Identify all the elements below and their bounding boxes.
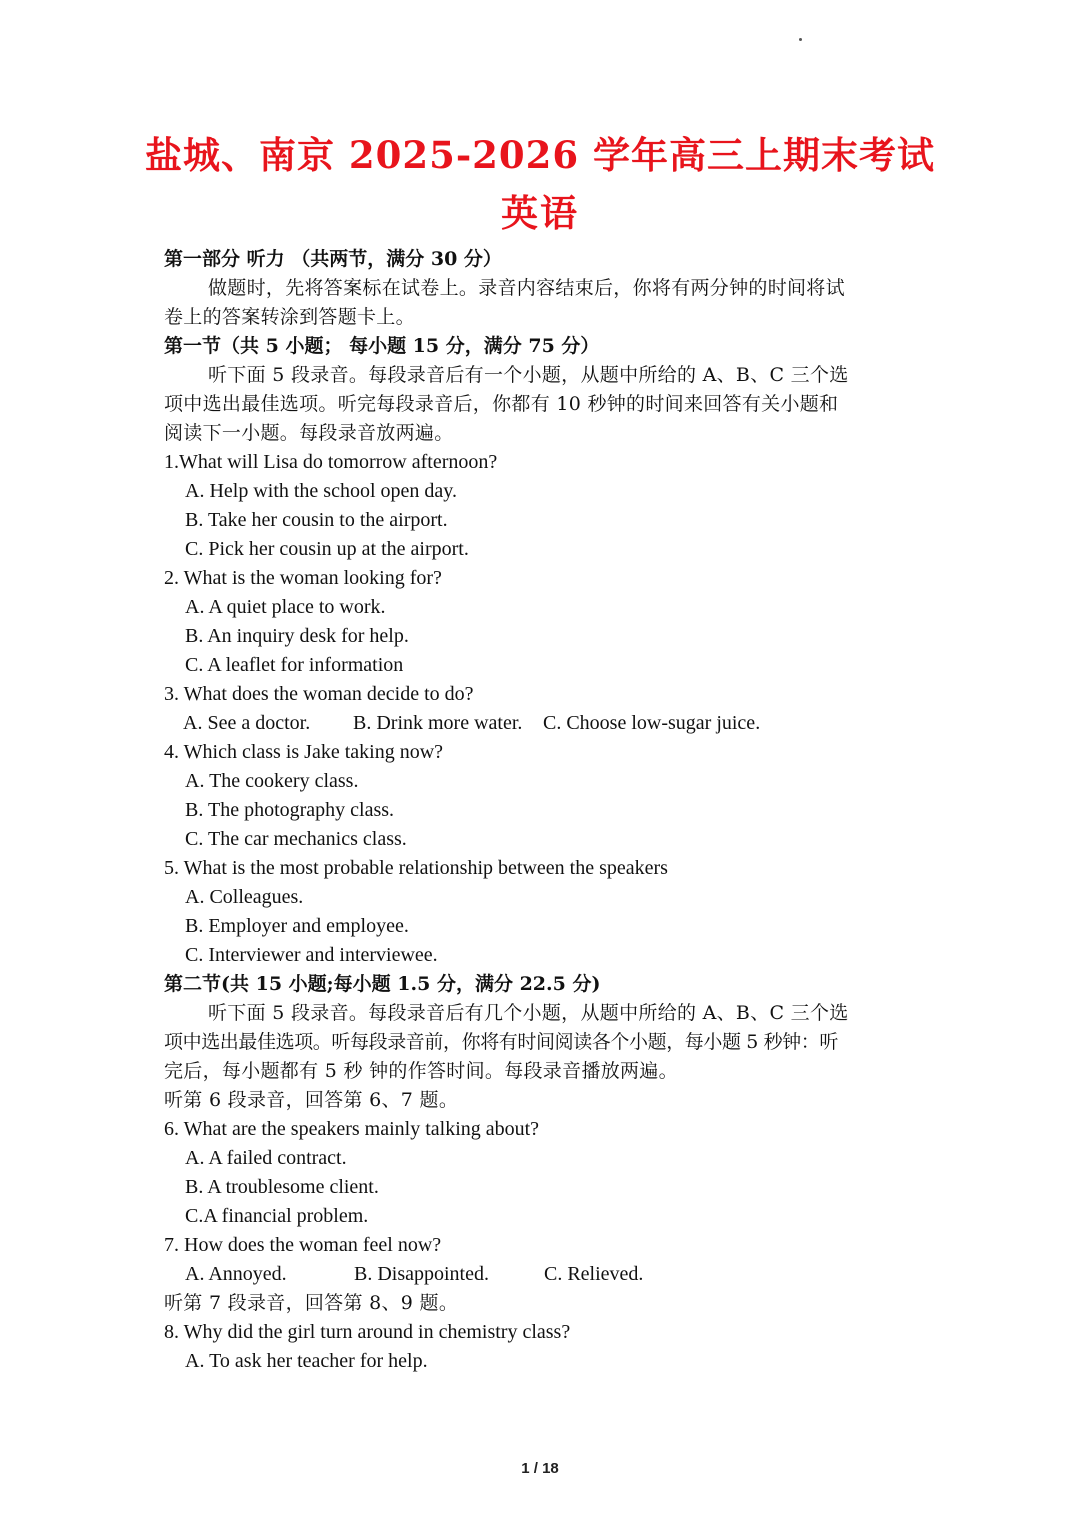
- question-1: 1.What will Lisa do tomorrow afternoon?: [164, 451, 498, 473]
- part1-instruction: 卷上的答案转涂到答题卡上。: [164, 306, 415, 328]
- option-q3-a: A. See a doctor.: [183, 712, 311, 734]
- option-q7-b: B. Disappointed.: [354, 1263, 489, 1285]
- scan-speck: [799, 38, 802, 41]
- option-q6-c: C.A financial problem.: [185, 1205, 369, 1227]
- section2-heading: 第二节(共 15 小题;每小题 1.5 分，满分 22.5 分): [164, 973, 601, 995]
- option-q4-b: B. The photography class.: [185, 799, 395, 821]
- question-8: 8. Why did the girl turn around in chemistry class?: [164, 1321, 571, 1343]
- option-q5-c: C. Interviewer and interviewee.: [185, 944, 438, 966]
- option-q3-b: B. Drink more water.: [353, 712, 523, 734]
- exam-content: [164, 245, 924, 1376]
- section1-heading: 第一节（共 5 小题； 每小题 15 分，满分 75 分）: [164, 335, 600, 357]
- section2-instruction: 完后，每小题都有 5 秒 钟的作答时间。每段录音播放两遍。: [164, 1060, 678, 1082]
- option-q6-a: A. A failed contract.: [185, 1147, 347, 1169]
- section1-instruction: 阅读下一小题。每段录音放两遍。: [164, 422, 454, 444]
- option-q7-a: A. Annoyed.: [185, 1263, 287, 1285]
- question-3: 3. What does the woman decide to do?: [164, 683, 474, 705]
- option-q1-c: C. Pick her cousin up at the airport.: [185, 538, 469, 560]
- options-q3: [164, 709, 924, 738]
- section1-instruction: 听下面 5 段录音。每段录音后有一个小题，从题中所给的 A、B、C 三个选: [208, 364, 849, 386]
- option-q1-a: A. Help with the school open day.: [185, 480, 457, 502]
- option-q2-c: C. A leaflet for information: [185, 654, 404, 676]
- option-q4-c: C. The car mechanics class.: [185, 828, 407, 850]
- option-q5-b: B. Employer and employee.: [185, 915, 409, 937]
- option-q3-c: C. Choose low-sugar juice.: [543, 712, 761, 734]
- option-q8-a: A. To ask her teacher for help.: [185, 1350, 428, 1372]
- option-q5-a: A. Colleagues.: [185, 886, 304, 908]
- audio-7-note: 听第 7 段录音，回答第 8、9 题。: [164, 1292, 459, 1314]
- question-2: 2. What is the woman looking for?: [164, 567, 442, 589]
- question-7: 7. How does the woman feel now?: [164, 1234, 442, 1256]
- options-q7: [164, 1260, 924, 1289]
- option-q2-b: B. An inquiry desk for help.: [185, 625, 409, 647]
- question-6: 6. What are the speakers mainly talking about?: [164, 1118, 540, 1140]
- option-q7-c: C. Relieved.: [544, 1263, 644, 1285]
- section2-instruction: 项中选出最佳选项。听每段录音前，你将有时间阅读各个小题，每小题 5 秒钟：听: [164, 1031, 838, 1053]
- question-4: 4. Which class is Jake taking now?: [164, 741, 444, 763]
- audio-6-note: 听第 6 段录音，回答第 6、7 题。: [164, 1089, 459, 1111]
- exam-subject: 英语: [501, 191, 579, 235]
- part1-heading: 第一部分 听力 （共两节，满分 30 分）: [164, 248, 502, 270]
- option-q6-b: B. A troublesome client.: [185, 1176, 379, 1198]
- section2-instruction: 听下面 5 段录音。每段录音后有几个小题，从题中所给的 A、B、C 三个选: [208, 1002, 849, 1024]
- part1-instruction: 做题时，先将答案标在试卷上。录音内容结束后，你将有两分钟的时间将试: [208, 277, 845, 299]
- page-number: 1 / 18: [521, 1460, 559, 1477]
- exam-title: 盐城、南京 2025-2026 学年高三上期末考试: [144, 133, 936, 177]
- option-q2-a: A. A quiet place to work.: [185, 596, 386, 618]
- option-q1-b: B. Take her cousin to the airport.: [185, 509, 448, 531]
- section1-instruction: 项中选出最佳选项。听完每段录音后，你都有 10 秒钟的时间来回答有关小题和: [164, 393, 839, 415]
- option-q4-a: A. The cookery class.: [185, 770, 359, 792]
- question-5: 5. What is the most probable relationship between the speakers: [164, 857, 668, 879]
